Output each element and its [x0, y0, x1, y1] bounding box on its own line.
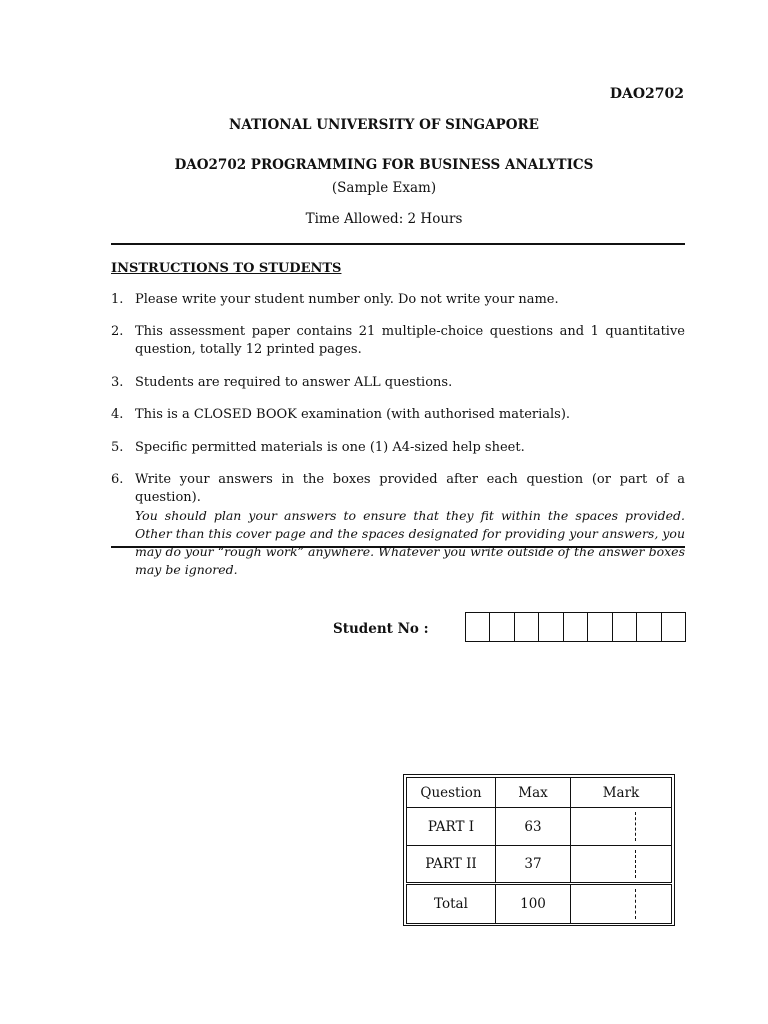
- row-mark-cell[interactable]: [571, 846, 672, 884]
- instruction-text: Specific permitted materials is one (1) A4-sized help sheet.: [135, 440, 525, 455]
- exam-type: (Sample Exam): [331, 180, 437, 196]
- student-no-digit-box[interactable]: [515, 613, 539, 641]
- header-max: Max: [496, 778, 571, 808]
- top-divider: [111, 243, 685, 245]
- instruction-text: This is a CLOSED BOOK examination (with authorised materials).: [135, 407, 571, 422]
- course-title: DAO2702 PROGRAMMING FOR BUSINESS ANALYTICS: [174, 157, 594, 173]
- student-no-digit-box[interactable]: [490, 613, 514, 641]
- marks-table-frame: [403, 774, 675, 926]
- row-mark-cell[interactable]: [571, 808, 672, 846]
- student-no-digit-box[interactable]: [564, 613, 588, 641]
- student-no-digit-box[interactable]: [539, 613, 563, 641]
- course-code: DAO2702: [609, 86, 684, 102]
- instruction-note: You should plan your answers to ensure that they fit within the spaces provided. Other than this cover page and the spaces designated for providing your answers, you may do your “rough work” anywhere. Whatever you write outside of the answer boxes may be ignored.: [135, 508, 685, 577]
- row-mark-cell[interactable]: [571, 884, 672, 924]
- instruction-item: [111, 323, 685, 359]
- row-question: PART II: [407, 846, 496, 884]
- student-no-digit-box[interactable]: [662, 613, 685, 641]
- instruction-number: 6.: [111, 472, 124, 487]
- instruction-text: Students are required to answer ALL questions.: [135, 375, 453, 390]
- marks-header-row: [407, 778, 672, 808]
- row-max: 37: [496, 846, 571, 884]
- header-question: Question: [407, 778, 496, 808]
- row-question: Total: [407, 884, 496, 924]
- marks-table: [406, 777, 672, 924]
- instructions-heading: INSTRUCTIONS TO STUDENTS: [111, 261, 342, 276]
- instruction-item: [111, 406, 685, 424]
- student-no-boxes[interactable]: [465, 612, 686, 642]
- instruction-text: This assessment paper contains 21 multiple-choice questions and 1 quantitative question, totally 12 printed pages.: [135, 324, 685, 357]
- student-no-digit-box[interactable]: [637, 613, 661, 641]
- student-no-digit-box[interactable]: [466, 613, 490, 641]
- instruction-text: Write your answers in the boxes provided after each question (or part of a question).: [135, 472, 685, 505]
- instruction-item: [111, 291, 685, 309]
- row-max: 100: [496, 884, 571, 924]
- instruction-text: Please write your student number only. Do not write your name.: [135, 292, 559, 307]
- table-row: [407, 846, 672, 884]
- student-no-label: Student No :: [333, 621, 429, 637]
- row-max: 63: [496, 808, 571, 846]
- time-allowed: Time Allowed: 2 Hours: [305, 211, 463, 227]
- mark-divider: [635, 889, 636, 919]
- table-row-total: [407, 884, 672, 924]
- university-name: NATIONAL UNIVERSITY OF SINGAPORE: [229, 117, 539, 133]
- row-question: PART I: [407, 808, 496, 846]
- mark-divider: [635, 812, 636, 841]
- instruction-item: [111, 374, 685, 392]
- instruction-number: 3.: [111, 375, 124, 390]
- mark-divider: [635, 850, 636, 878]
- instruction-number: 1.: [111, 292, 124, 307]
- table-row: [407, 808, 672, 846]
- student-no-digit-box[interactable]: [613, 613, 637, 641]
- instruction-item: [111, 439, 685, 457]
- bottom-divider: [111, 546, 685, 548]
- instruction-number: 2.: [111, 324, 124, 339]
- header-mark: Mark: [571, 778, 672, 808]
- instruction-number: 5.: [111, 440, 124, 455]
- instruction-number: 4.: [111, 407, 124, 422]
- instruction-item: [111, 471, 685, 579]
- student-no-digit-box[interactable]: [588, 613, 612, 641]
